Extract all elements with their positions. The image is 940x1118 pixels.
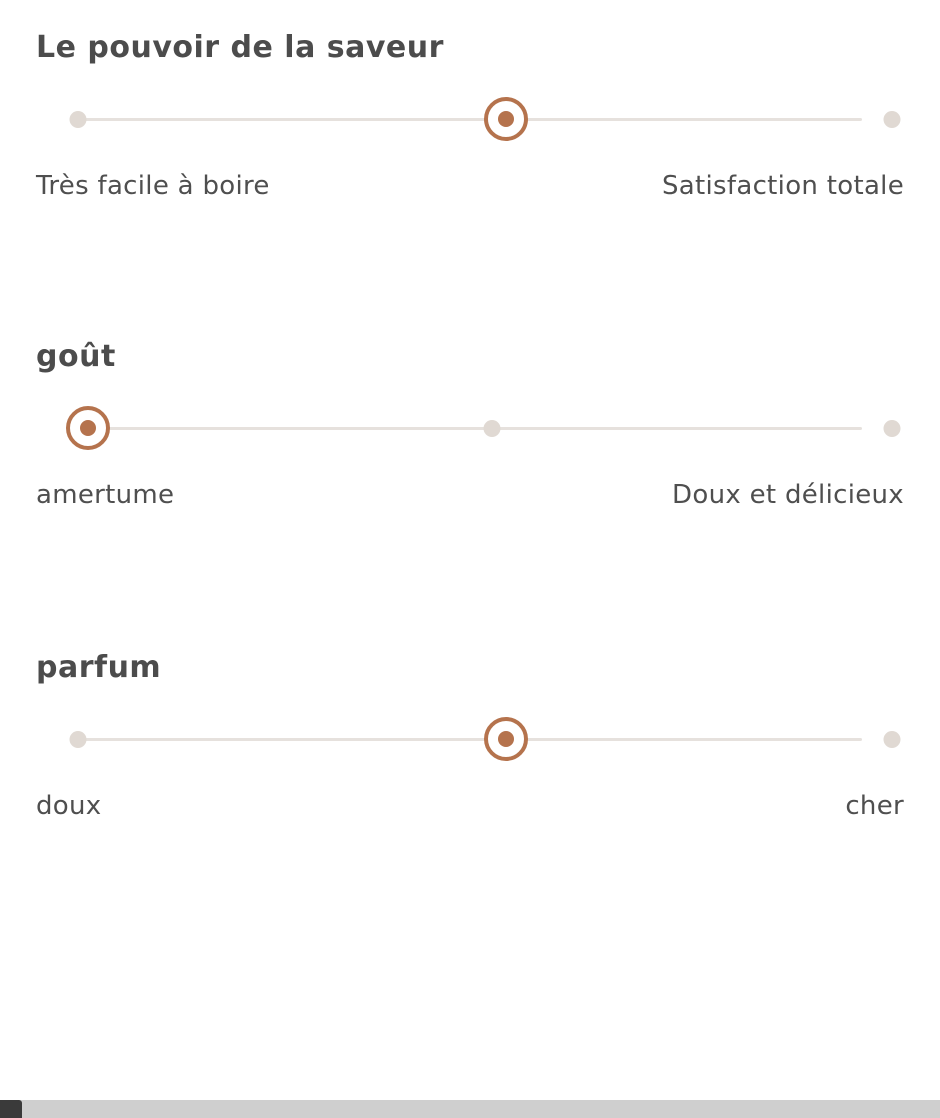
bottom-scrollbar[interactable]	[0, 1100, 940, 1118]
slider-labels	[36, 791, 904, 821]
slider-track	[78, 738, 862, 741]
slider-labels	[36, 480, 904, 510]
slider-stop-2[interactable]	[884, 731, 901, 748]
scroll-corner	[0, 1100, 22, 1118]
slider-parfum[interactable]	[36, 709, 904, 769]
slider-stop-1[interactable]	[484, 420, 501, 437]
slider-track	[78, 118, 862, 121]
slider-right-label: Doux et délicieux	[672, 480, 904, 510]
slider-stop-2[interactable]	[884, 420, 901, 437]
group-title-parfum: parfum	[36, 650, 162, 685]
slider-left-label: doux	[36, 791, 102, 821]
slider-left-label: amertume	[36, 480, 175, 510]
group-title-gout: goût	[36, 339, 116, 374]
slider-labels	[36, 171, 904, 201]
question-group-gout	[36, 339, 904, 510]
page-title: Le pouvoir de la saveur	[36, 30, 444, 65]
slider-left-label: Très facile à boire	[36, 171, 270, 201]
survey-page	[0, 30, 940, 821]
question-group-parfum	[36, 650, 904, 821]
slider-stop-0[interactable]	[70, 111, 87, 128]
slider-stop-1-selected[interactable]	[484, 717, 528, 761]
slider-gout[interactable]	[36, 398, 904, 458]
question-group-saveur	[36, 30, 904, 201]
slider-track	[78, 427, 862, 430]
slider-stop-1-selected[interactable]	[484, 97, 528, 141]
slider-stop-2[interactable]	[884, 111, 901, 128]
slider-saveur[interactable]	[36, 89, 904, 149]
slider-stop-0-selected[interactable]	[66, 406, 110, 450]
slider-right-label: cher	[845, 791, 904, 821]
slider-stop-0[interactable]	[70, 731, 87, 748]
slider-right-label: Satisfaction totale	[662, 171, 904, 201]
